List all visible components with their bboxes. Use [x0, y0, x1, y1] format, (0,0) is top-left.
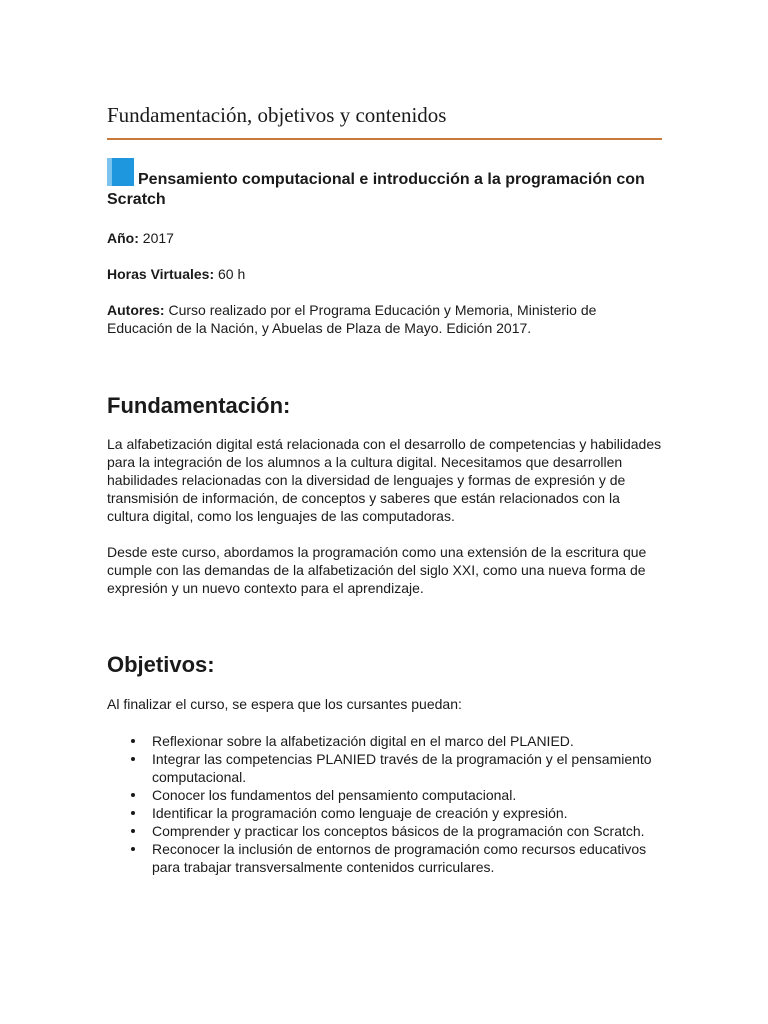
list-item-text: Integrar las competencias PLANIED través de la programación y el pensamiento computacional.	[152, 751, 652, 785]
list-item	[107, 822, 662, 840]
fundamentacion-heading: Fundamentación:	[107, 393, 291, 418]
bullet-icon	[131, 757, 135, 761]
list-item-text: Reconocer la inclusión de entornos de programación como recursos educativos para trabajar transversalmente contenidos curriculares.	[152, 841, 647, 875]
hours-value: 60 h	[218, 266, 246, 282]
book-icon	[107, 158, 134, 186]
authors-line	[107, 301, 662, 337]
fundamentacion-paragraph-2: Desde este curso, abordamos la programación como una extensión de la escritura que cumple con las demandas de la alfabetización del siglo XXI, como una nueva forma de expresión y un nuevo contexto para el aprendizaje.	[107, 544, 647, 596]
list-item	[107, 786, 662, 804]
year-label: Año:	[107, 230, 139, 246]
list-item	[107, 840, 662, 876]
bullet-icon	[131, 829, 135, 833]
authors-value: Curso realizado por el Programa Educación y Memoria, Ministerio de Educación de la Nación, y Abuelas de Plaza de Mayo. Edición 2017.	[107, 302, 597, 336]
hours-label: Horas Virtuales:	[107, 266, 215, 282]
title-divider	[107, 138, 662, 140]
authors-label: Autores:	[107, 302, 165, 318]
hours-line	[107, 265, 662, 283]
course-name: Pensamiento computacional e introducción a la programación con Scratch	[107, 171, 645, 208]
list-item-text: Identificar la programación como lenguaje de creación y expresión.	[152, 805, 568, 821]
fundamentacion-paragraph-1: La alfabetización digital está relacionada con el desarrollo de competencias y habilidades para la integración de los alumnos a la cultura digital. Necesitamos que desarrollen habilidades relacionadas con la diversidad de lenguajes y formas de expresión y de transmisión de información, de conceptos y saberes que están relacionados con la cultura digital, como los lenguajes de las computadoras.	[107, 436, 662, 524]
list-item-text: Conocer los fundamentos del pensamiento computacional.	[152, 787, 517, 803]
bullet-icon	[131, 847, 135, 851]
objetivos-intro: Al finalizar el curso, se espera que los cursantes puedan:	[107, 696, 462, 712]
year-value: 2017	[142, 230, 174, 246]
objetivos-list	[107, 732, 662, 876]
list-item	[107, 804, 662, 822]
bullet-icon	[131, 811, 135, 815]
course-heading	[107, 158, 662, 210]
bullet-icon	[131, 793, 135, 797]
year-line	[107, 229, 662, 247]
list-item-text: Reflexionar sobre la alfabetización digital en el marco del PLANIED.	[152, 733, 574, 749]
objetivos-heading: Objetivos:	[107, 652, 215, 677]
document-title: Fundamentación, objetivos y contenidos	[107, 103, 447, 127]
list-item	[107, 732, 662, 750]
list-item-text: Comprender y practicar los conceptos básicos de la programación con Scratch.	[152, 823, 645, 839]
bullet-icon	[131, 739, 135, 743]
list-item	[107, 750, 662, 786]
